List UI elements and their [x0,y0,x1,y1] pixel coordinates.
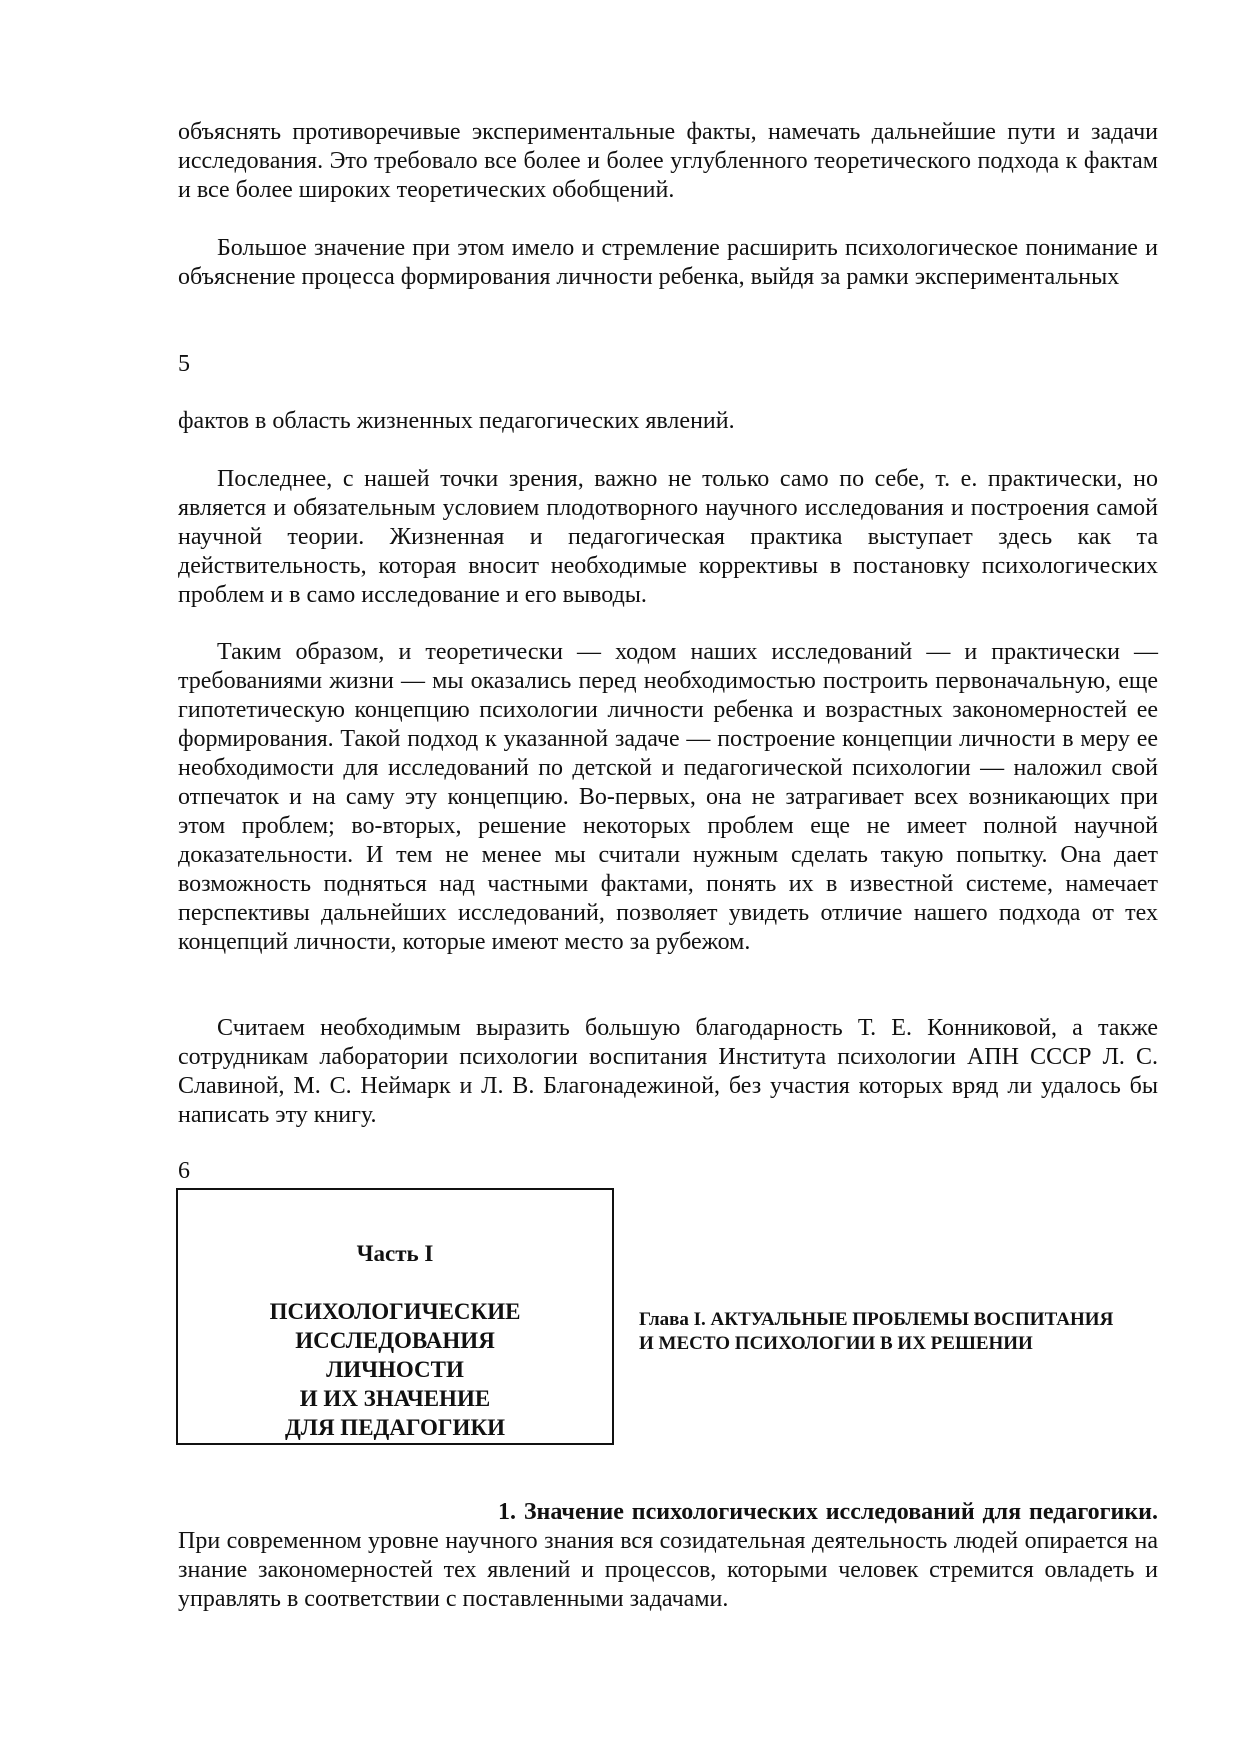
paragraph-text: Считаем необходимым выразить большую благодарность Т. Е. Конниковой, а также сотрудникам лаборатории психологии воспитания Института психологии АПН СССР Л. С. Славиной, М. С. Неймарк и Л. В. Благонадежиной, без участия которых вряд ли удалось бы написать эту книгу. [178,1015,1158,1128]
section-paragraph [178,1498,1158,1614]
section-heading: 1. Значение психологических исследований для педагогики. [498,1499,1158,1525]
paragraph-continuation [178,118,1158,205]
part-label: Часть I [356,1241,434,1266]
chapter-heading [639,1308,1159,1356]
part-title-line: И ИХ ЗНАЧЕНИЕ [299,1386,491,1411]
part-title-line: ЛИЧНОСТИ [326,1357,464,1382]
paragraph-text: Последнее, с нашей точки зрения, важно не только само по себе, т. е. практически, но является и обязательным условием плодотворного научного исследования и построения самой научной теории. Жизненная и педагогическая практика выступает здесь как та действительность, которая вносит необходимые коррективы в постановку психологических проблем и в само исследование и его выводы. [178,466,1158,608]
section-text [178,1498,1158,1614]
paragraph-facts [178,407,1158,436]
part-title-line: ПСИХОЛОГИЧЕСКИЕ [269,1299,521,1324]
page-number: 6 [178,1158,190,1184]
part-title-line: ДЛЯ ПЕДАГОГИКИ [284,1415,506,1440]
paragraph-acknowledgement [178,1014,1158,1130]
paragraph-significance [178,234,1158,292]
part-title-line: ИССЛЕДОВАНИЯ [295,1328,495,1353]
section-body: При современном уровне научного знания вся созидательная деятельность людей опирается на знание закономерностей тех явлений и процессов, которыми человек стремится овладеть и управлять в соответствии с поставленными задачами. [178,1528,1158,1612]
paragraph-concept [178,638,1158,957]
part-title-box [176,1188,614,1445]
paragraph-text: Таким образом, и теоретически — ходом наших исследований — и практически — требованиями жизни — мы оказались перед необходимостью построить первоначальную, еще гипотетическую концепцию психологии личности ребенка и возрастных закономерностей ее формирования. Такой подход к указанной задаче — построение концепции личности в меру ее необходимости для исследований по детской и педагогической психологии — наложил свой отпечаток и на саму эту концепцию. Во-первых, она не затрагивает всех возникающих при этом проблем; во-вторых, решение некоторых проблем еще не имеет полной научной доказательности. И тем не менее мы считали нужным сделать такую попытку. Она дает возможность подняться над частными фактами, понять их в известной системе, намечает перспективы дальнейших исследований, позволяет увидеть отличие нашего подхода от тех концепций личности, которые имеют место за рубежом. [178,639,1158,955]
chapter-heading-line: Глава I. АКТУАЛЬНЫЕ ПРОБЛЕМЫ ВОСПИТАНИЯ [639,1309,1114,1330]
paragraph-text: Большое значение при этом имело и стремление расширить психологическое понимание и объяснение процесса формирования личности ребенка, выйдя за рамки экспериментальных [178,235,1158,290]
paragraph-text: фактов в область жизненных педагогических явлений. [178,408,735,434]
paragraph-practice [178,465,1158,610]
paragraph-text: объяснять противоречивые экспериментальные факты, намечать дальнейшие пути и задачи исследования. Это требовало все более и более углубленного теоретического подхода к фактам и все более широких теоретических обобщений. [178,119,1158,203]
page-number: 5 [178,351,190,377]
part-title [178,1297,612,1442]
chapter-heading-line: И МЕСТО ПСИХОЛОГИИ В ИХ РЕШЕНИИ [639,1333,1033,1354]
